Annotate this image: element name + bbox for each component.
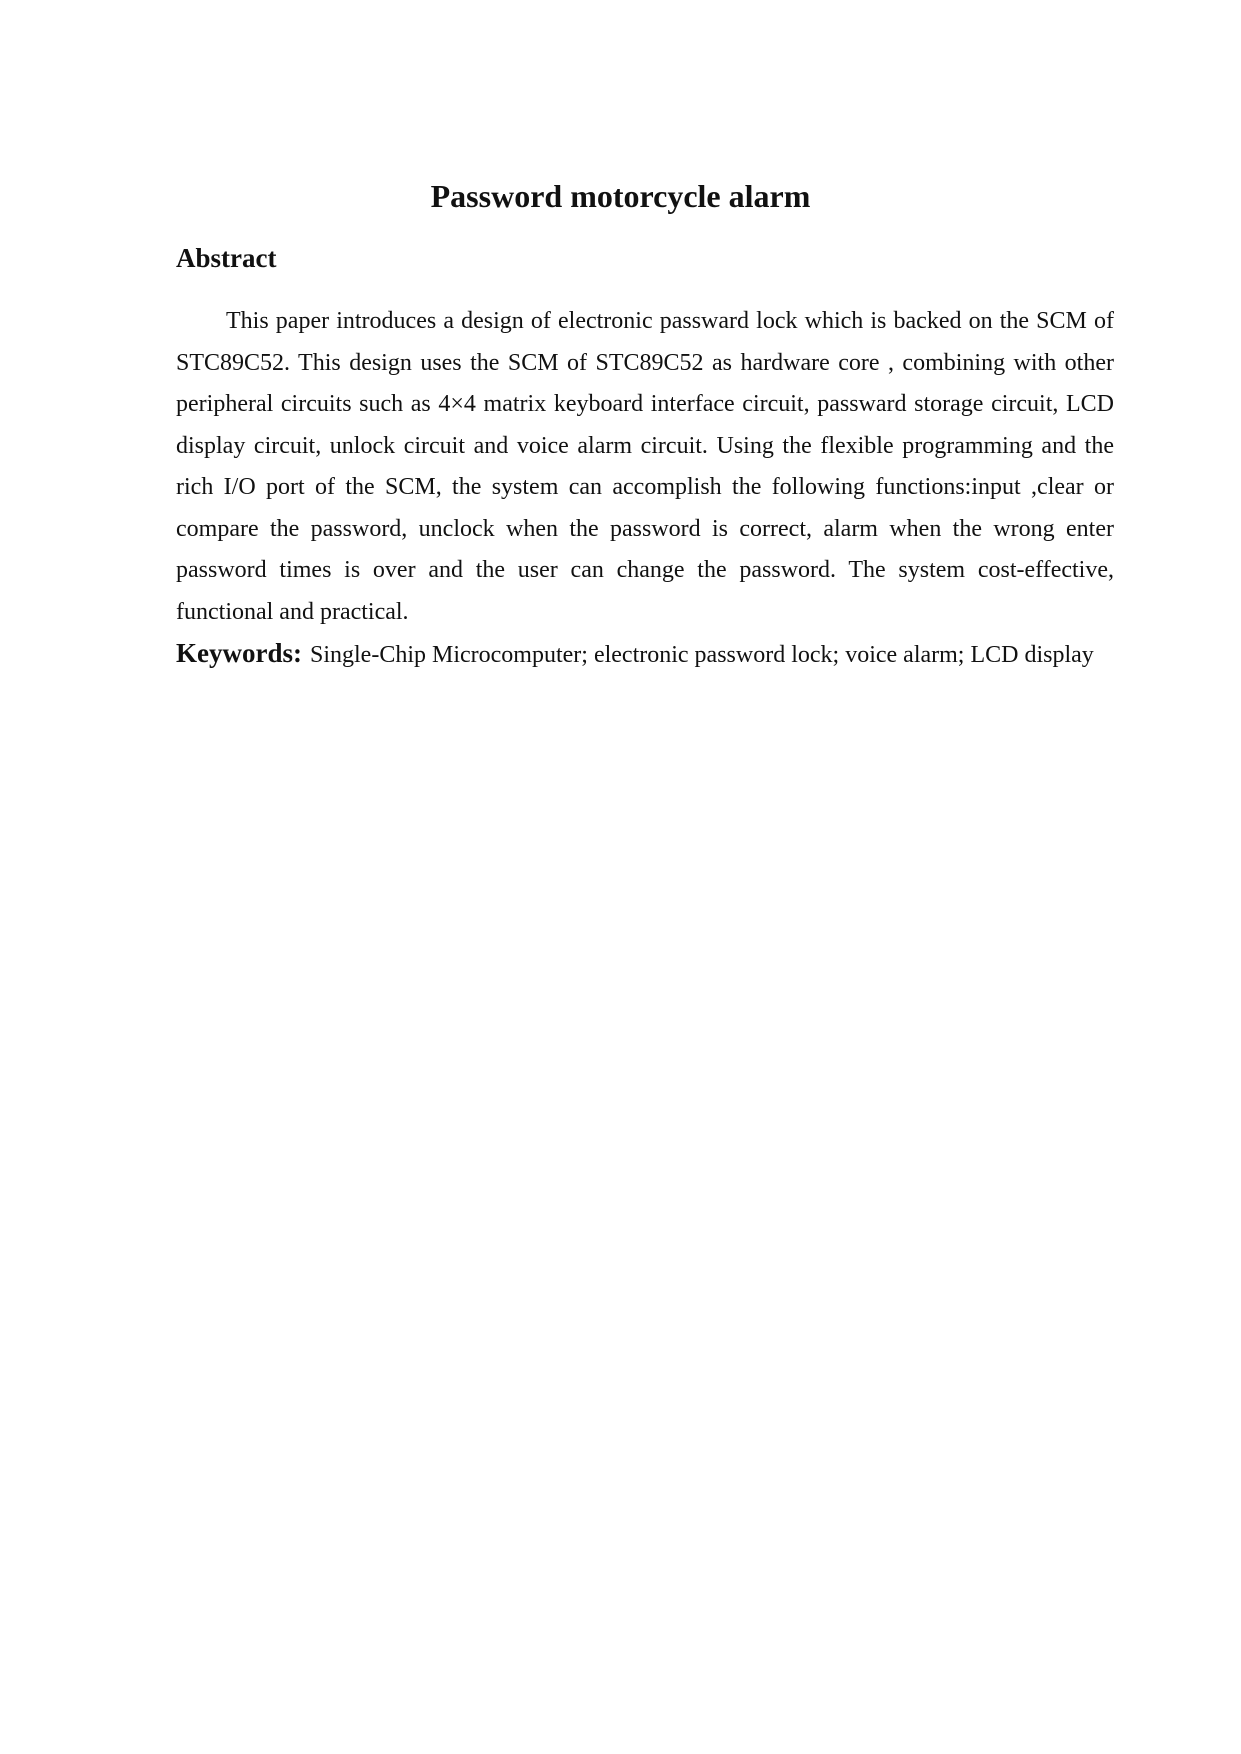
abstract-heading: Abstract: [176, 243, 277, 273]
paper-title: Password motorcycle alarm: [430, 178, 811, 214]
keywords-paragraph: [176, 633, 1114, 677]
keywords-text: Single-Chip Microcomputer; electronic password lock; voice alarm; LCD display: [309, 642, 1094, 668]
abstract-body: This paper introduces a design of electronic passward lock which is backed on the SCM of STC89C52. This design uses the SCM of STC89C52 as hardware core , combining with other peripheral circuits such as 4×4 matrix keyboard interface circuit, passward storage circuit, LCD display circuit, unlock circuit and voice alarm circuit. Using the flexible programming and the rich I/O port of the SCM, the system can accomplish the following functions:input ,clear or compare the password, unclock when the password is correct, alarm when the wrong enter password times is over and the user can change the password. The system cost-effective, functional and practical.: [176, 308, 1138, 625]
keywords-label: Keywords:: [176, 638, 302, 668]
